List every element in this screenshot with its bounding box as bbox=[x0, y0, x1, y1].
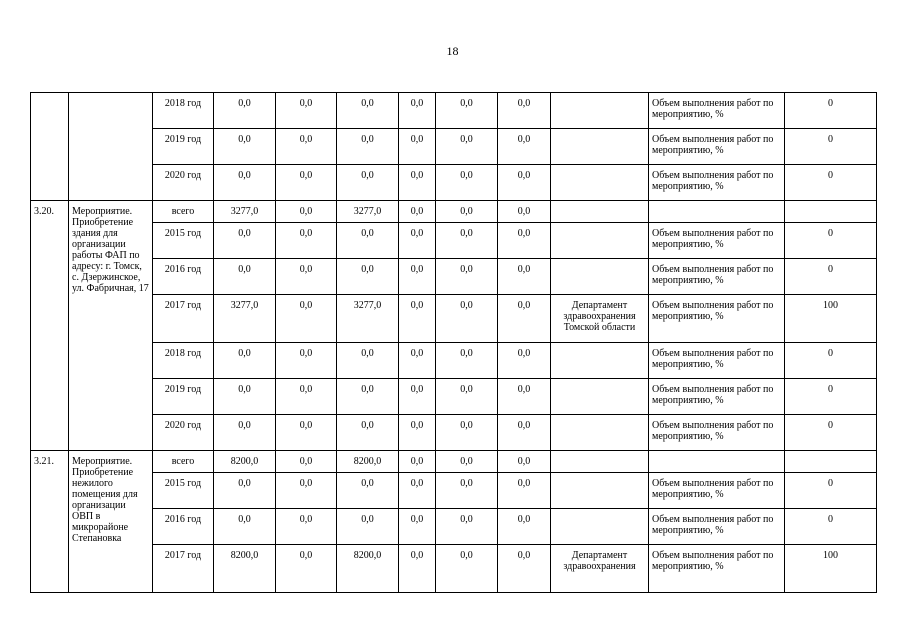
executor-cell bbox=[551, 509, 649, 545]
federal-value: 0,0 bbox=[276, 93, 337, 129]
federal-value: 0,0 bbox=[276, 165, 337, 201]
extra-budget-value: 0,0 bbox=[436, 343, 498, 379]
federal-value: 0,0 bbox=[276, 259, 337, 295]
indicator-cell: Объем выполнения работ по мероприятию, % bbox=[649, 343, 785, 379]
table-row bbox=[31, 165, 877, 201]
federal-value: 0,0 bbox=[276, 223, 337, 259]
regional-value: 0,0 bbox=[337, 415, 399, 451]
total-value: 0,0 bbox=[214, 223, 276, 259]
executor-cell bbox=[551, 415, 649, 451]
indicator-cell: Объем выполнения работ по мероприятию, % bbox=[649, 473, 785, 509]
target-value-cell: 100 bbox=[785, 295, 877, 343]
other-value: 0,0 bbox=[498, 165, 551, 201]
item-number-cell: 3.20. bbox=[31, 201, 69, 451]
year-cell: 2018 год bbox=[153, 93, 214, 129]
local-value: 0,0 bbox=[399, 473, 436, 509]
local-value: 0,0 bbox=[399, 415, 436, 451]
extra-budget-value: 0,0 bbox=[436, 509, 498, 545]
other-value: 0,0 bbox=[498, 379, 551, 415]
federal-value: 0,0 bbox=[276, 129, 337, 165]
target-value-cell: 100 bbox=[785, 545, 877, 593]
federal-value: 0,0 bbox=[276, 295, 337, 343]
regional-value: 8200,0 bbox=[337, 451, 399, 473]
extra-budget-value: 0,0 bbox=[436, 223, 498, 259]
executor-cell: Департамент здравоохранения bbox=[551, 545, 649, 593]
regional-value: 0,0 bbox=[337, 223, 399, 259]
local-value: 0,0 bbox=[399, 165, 436, 201]
total-value: 0,0 bbox=[214, 129, 276, 165]
table-row bbox=[31, 379, 877, 415]
target-value-cell: 0 bbox=[785, 415, 877, 451]
regional-value: 0,0 bbox=[337, 509, 399, 545]
other-value: 0,0 bbox=[498, 129, 551, 165]
federal-value: 0,0 bbox=[276, 545, 337, 593]
indicator-cell: Объем выполнения работ по мероприятию, % bbox=[649, 165, 785, 201]
executor-cell bbox=[551, 201, 649, 223]
item-name-cell: Мероприятие. Приобретение здания для организации работы ФАП по адресу: г. Томск, с. Дзержинское, ул. Фабричная, 17 bbox=[69, 201, 153, 451]
regional-value: 3277,0 bbox=[337, 295, 399, 343]
executor-cell bbox=[551, 343, 649, 379]
local-value: 0,0 bbox=[399, 201, 436, 223]
other-value: 0,0 bbox=[498, 415, 551, 451]
extra-budget-value: 0,0 bbox=[436, 93, 498, 129]
executor-cell bbox=[551, 451, 649, 473]
executor-cell bbox=[551, 165, 649, 201]
year-cell: 2020 год bbox=[153, 415, 214, 451]
other-value: 0,0 bbox=[498, 223, 551, 259]
local-value: 0,0 bbox=[399, 93, 436, 129]
item-number-cell: 3.21. bbox=[31, 451, 69, 593]
executor-cell: Департамент здравоохранения Томской области bbox=[551, 295, 649, 343]
indicator-cell bbox=[649, 451, 785, 473]
target-value-cell: 0 bbox=[785, 343, 877, 379]
extra-budget-value: 0,0 bbox=[436, 545, 498, 593]
federal-value: 0,0 bbox=[276, 415, 337, 451]
indicator-cell: Объем выполнения работ по мероприятию, % bbox=[649, 93, 785, 129]
table-row bbox=[31, 223, 877, 259]
year-cell: 2020 год bbox=[153, 165, 214, 201]
regional-value: 0,0 bbox=[337, 165, 399, 201]
indicator-cell: Объем выполнения работ по мероприятию, % bbox=[649, 259, 785, 295]
extra-budget-value: 0,0 bbox=[436, 129, 498, 165]
table-row bbox=[31, 451, 877, 473]
target-value-cell: 0 bbox=[785, 509, 877, 545]
local-value: 0,0 bbox=[399, 259, 436, 295]
year-cell: 2016 год bbox=[153, 259, 214, 295]
federal-value: 0,0 bbox=[276, 451, 337, 473]
table-row bbox=[31, 415, 877, 451]
other-value: 0,0 bbox=[498, 473, 551, 509]
program-table bbox=[30, 92, 877, 593]
executor-cell bbox=[551, 93, 649, 129]
year-cell: 2015 год bbox=[153, 223, 214, 259]
executor-cell bbox=[551, 259, 649, 295]
indicator-cell: Объем выполнения работ по мероприятию, % bbox=[649, 509, 785, 545]
federal-value: 0,0 bbox=[276, 379, 337, 415]
table-row bbox=[31, 473, 877, 509]
indicator-cell: Объем выполнения работ по мероприятию, % bbox=[649, 223, 785, 259]
table-row bbox=[31, 343, 877, 379]
other-value: 0,0 bbox=[498, 259, 551, 295]
total-value: 0,0 bbox=[214, 473, 276, 509]
extra-budget-value: 0,0 bbox=[436, 165, 498, 201]
year-cell: 2017 год bbox=[153, 545, 214, 593]
regional-value: 0,0 bbox=[337, 473, 399, 509]
table-body bbox=[31, 93, 877, 593]
target-value-cell: 0 bbox=[785, 165, 877, 201]
item-name-cell: Мероприятие. Приобретение нежилого помещения для организации ОВП в микрорайоне Степановка bbox=[69, 451, 153, 593]
extra-budget-value: 0,0 bbox=[436, 451, 498, 473]
year-cell: 2015 год bbox=[153, 473, 214, 509]
executor-cell bbox=[551, 473, 649, 509]
other-value: 0,0 bbox=[498, 295, 551, 343]
table-row bbox=[31, 295, 877, 343]
other-value: 0,0 bbox=[498, 509, 551, 545]
table-row bbox=[31, 93, 877, 129]
table-row bbox=[31, 509, 877, 545]
total-value: 0,0 bbox=[214, 93, 276, 129]
indicator-cell bbox=[649, 201, 785, 223]
year-cell: 2017 год bbox=[153, 295, 214, 343]
year-cell: 2019 год bbox=[153, 129, 214, 165]
indicator-cell: Объем выполнения работ по мероприятию, % bbox=[649, 379, 785, 415]
regional-value: 3277,0 bbox=[337, 201, 399, 223]
target-value-cell: 0 bbox=[785, 93, 877, 129]
total-value: 0,0 bbox=[214, 415, 276, 451]
executor-cell bbox=[551, 379, 649, 415]
regional-value: 0,0 bbox=[337, 93, 399, 129]
total-value: 8200,0 bbox=[214, 545, 276, 593]
total-value: 0,0 bbox=[214, 379, 276, 415]
indicator-cell: Объем выполнения работ по мероприятию, % bbox=[649, 545, 785, 593]
regional-value: 0,0 bbox=[337, 343, 399, 379]
local-value: 0,0 bbox=[399, 451, 436, 473]
page-number: 18 bbox=[446, 44, 459, 58]
total-value: 8200,0 bbox=[214, 451, 276, 473]
local-value: 0,0 bbox=[399, 509, 436, 545]
extra-budget-value: 0,0 bbox=[436, 415, 498, 451]
regional-value: 0,0 bbox=[337, 259, 399, 295]
indicator-cell: Объем выполнения работ по мероприятию, % bbox=[649, 415, 785, 451]
item-number-cell bbox=[31, 93, 69, 201]
regional-value: 0,0 bbox=[337, 129, 399, 165]
local-value: 0,0 bbox=[399, 295, 436, 343]
target-value-cell: 0 bbox=[785, 259, 877, 295]
table-row bbox=[31, 545, 877, 593]
federal-value: 0,0 bbox=[276, 473, 337, 509]
other-value: 0,0 bbox=[498, 451, 551, 473]
local-value: 0,0 bbox=[399, 379, 436, 415]
federal-value: 0,0 bbox=[276, 201, 337, 223]
extra-budget-value: 0,0 bbox=[436, 259, 498, 295]
local-value: 0,0 bbox=[399, 343, 436, 379]
total-value: 0,0 bbox=[214, 509, 276, 545]
extra-budget-value: 0,0 bbox=[436, 473, 498, 509]
regional-value: 8200,0 bbox=[337, 545, 399, 593]
other-value: 0,0 bbox=[498, 201, 551, 223]
table-row bbox=[31, 201, 877, 223]
target-value-cell: 0 bbox=[785, 129, 877, 165]
extra-budget-value: 0,0 bbox=[436, 295, 498, 343]
year-cell: 2016 год bbox=[153, 509, 214, 545]
executor-cell bbox=[551, 223, 649, 259]
indicator-cell: Объем выполнения работ по мероприятию, % bbox=[649, 295, 785, 343]
total-value: 0,0 bbox=[214, 165, 276, 201]
table-row bbox=[31, 129, 877, 165]
local-value: 0,0 bbox=[399, 545, 436, 593]
total-value: 0,0 bbox=[214, 343, 276, 379]
target-value-cell: 0 bbox=[785, 379, 877, 415]
target-value-cell bbox=[785, 201, 877, 223]
other-value: 0,0 bbox=[498, 93, 551, 129]
executor-cell bbox=[551, 129, 649, 165]
other-value: 0,0 bbox=[498, 343, 551, 379]
table-row bbox=[31, 259, 877, 295]
target-value-cell: 0 bbox=[785, 473, 877, 509]
year-cell: всего bbox=[153, 201, 214, 223]
target-value-cell: 0 bbox=[785, 223, 877, 259]
local-value: 0,0 bbox=[399, 223, 436, 259]
indicator-cell: Объем выполнения работ по мероприятию, % bbox=[649, 129, 785, 165]
year-cell: 2018 год bbox=[153, 343, 214, 379]
extra-budget-value: 0,0 bbox=[436, 201, 498, 223]
federal-value: 0,0 bbox=[276, 509, 337, 545]
regional-value: 0,0 bbox=[337, 379, 399, 415]
extra-budget-value: 0,0 bbox=[436, 379, 498, 415]
year-cell: всего bbox=[153, 451, 214, 473]
local-value: 0,0 bbox=[399, 129, 436, 165]
total-value: 3277,0 bbox=[214, 201, 276, 223]
federal-value: 0,0 bbox=[276, 343, 337, 379]
item-name-cell bbox=[69, 93, 153, 201]
year-cell: 2019 год bbox=[153, 379, 214, 415]
target-value-cell bbox=[785, 451, 877, 473]
other-value: 0,0 bbox=[498, 545, 551, 593]
total-value: 3277,0 bbox=[214, 295, 276, 343]
total-value: 0,0 bbox=[214, 259, 276, 295]
